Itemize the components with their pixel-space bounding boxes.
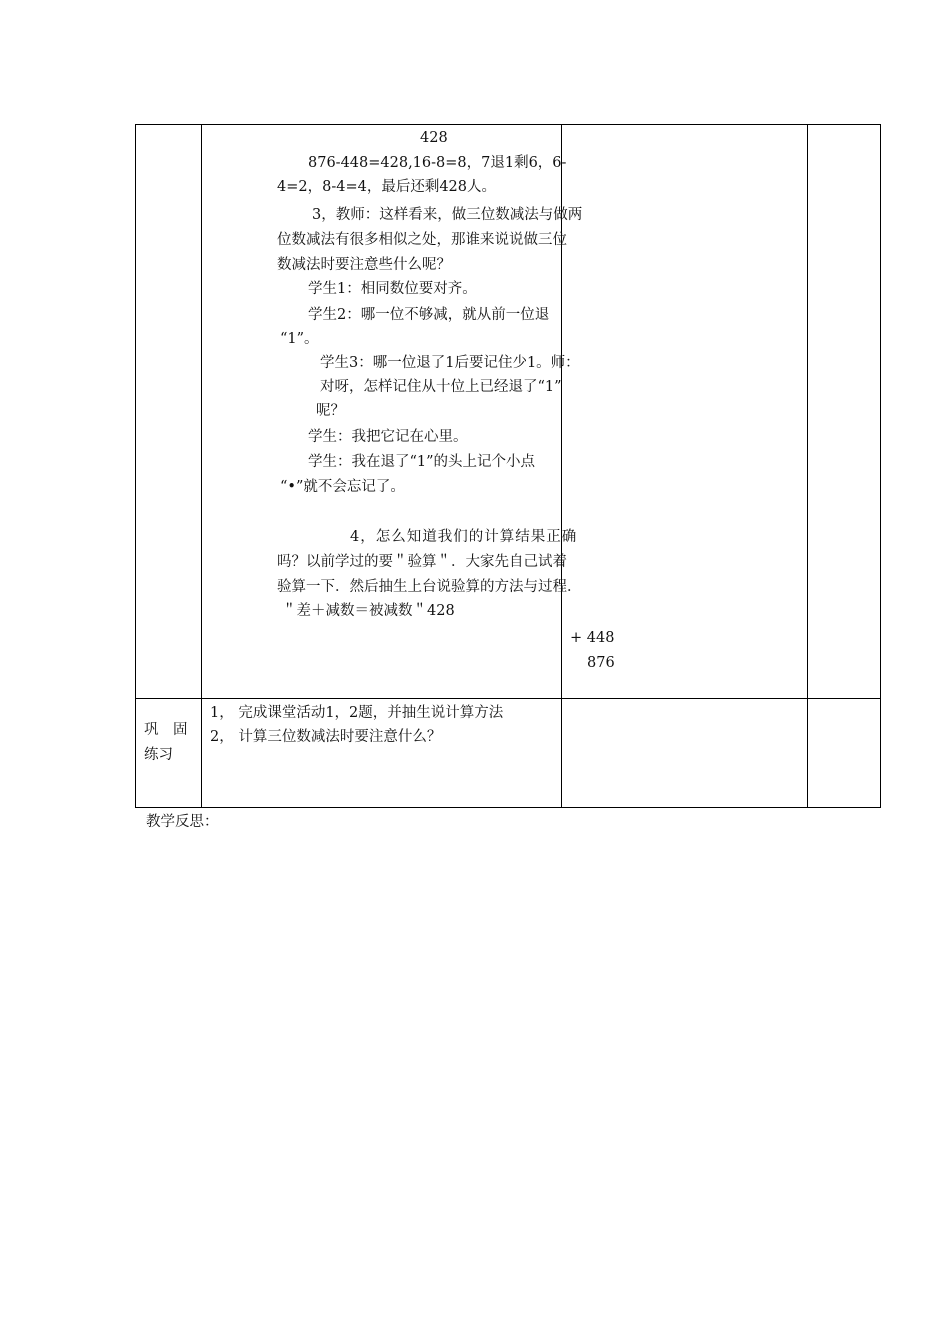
teacher-activity-cell	[562, 699, 808, 808]
text-line: 验算一下．然后抽生上台说验算的方法与过程．	[277, 579, 582, 595]
text-line: 学生2：哪一位不够减，就从前一位退	[308, 307, 550, 323]
stage-label-cell	[136, 125, 202, 699]
table-row	[136, 125, 881, 699]
text-line: 876	[587, 655, 615, 671]
text-line: 数减法时要注意些什么呢？	[277, 257, 451, 273]
list-item: 2， 计算三位数减法时要注意什么？	[210, 729, 442, 745]
text-line: + 448	[570, 630, 615, 646]
text-line: 4=2，8-4=4，最后还剩428人。	[277, 179, 497, 195]
text-line: 876-448=428,16-8=8，7退1剩6，6-	[308, 155, 567, 171]
list-item: 1， 完成课堂活动1，2题，并抽生说计算方法	[210, 705, 504, 721]
text-line: ＂差＋减数＝被减数＂428	[282, 603, 455, 619]
text-line: 3，教师：这样看来，做三位数减法与做两	[312, 207, 583, 223]
text-line: 学生：我在退了“1”的头上记个小点	[308, 454, 536, 470]
text-line: 4，怎么知道我们的计算结果正确	[350, 529, 578, 545]
text-line: 呢？	[316, 403, 345, 419]
text-line: 位数减法有很多相似之处，那谁来说说做三位	[277, 232, 567, 248]
text-line: 吗？以前学过的要＂验算＂．大家先自己试着	[277, 554, 567, 570]
stage-label-cell	[136, 699, 202, 808]
text-line: 学生3：哪一位退了1后要记住少1。师：	[320, 355, 580, 371]
text-line: 学生：我把它记在心里。	[308, 429, 468, 445]
notes-cell	[808, 699, 881, 808]
text-line: 428	[420, 130, 448, 146]
notes-cell	[808, 125, 881, 699]
exercise-cell	[202, 699, 562, 808]
text-line: “1”。	[280, 331, 319, 347]
text-line: “•”就不会忘记了。	[280, 479, 405, 495]
teacher-activity-cell	[562, 125, 808, 699]
teaching-reflection-label: 教学反思：	[146, 814, 219, 830]
stage-label: 练习	[144, 747, 173, 763]
table-row	[136, 699, 881, 808]
stage-label: 巩 固	[144, 722, 188, 738]
text-line: 对呀，怎样记住从十位上已经退了“1”	[320, 379, 562, 395]
text-line: 学生1：相同数位要对齐。	[308, 281, 477, 297]
lesson-table	[135, 124, 881, 808]
teaching-process-cell	[202, 125, 615, 699]
